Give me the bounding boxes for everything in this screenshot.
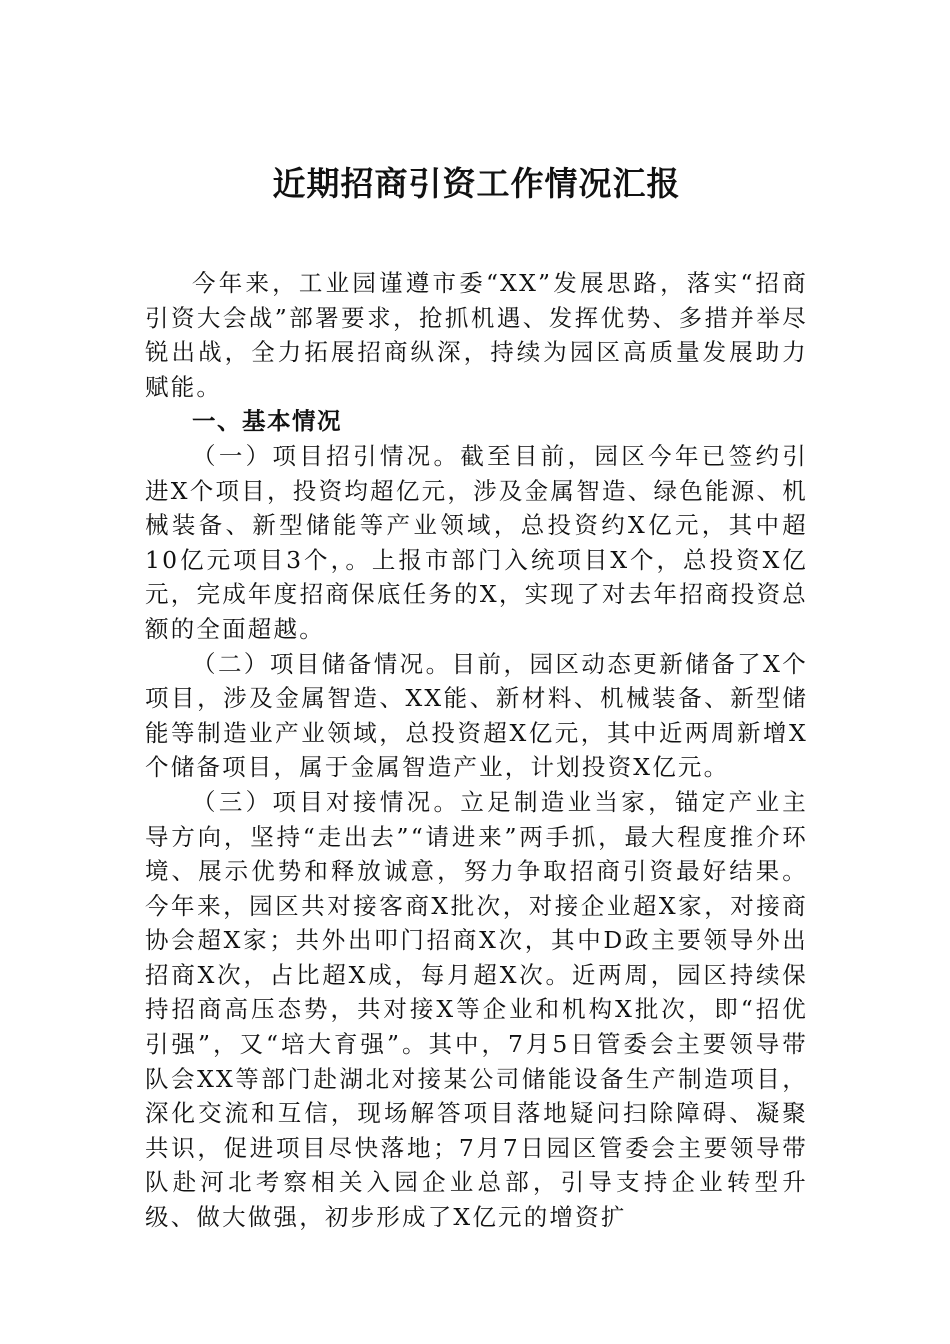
project-attraction-paragraph: （一）项目招引情况。截至目前，园区今年已签约引进X个项目，投资均超亿元，涉及金属智造、绿色能源、机械装备、新型储能等产业领域，总投资约X亿元，其中超10亿元项目3个，。上报市部门入统项目X个，总投资X亿元，完成年度招商保底任务的X，实现了对去年招商投资总额的全面超越。 <box>145 441 808 643</box>
section-heading-basic-situation: 一、基本情况 <box>192 407 342 436</box>
document-body <box>145 266 808 1235</box>
document-title: 近期招商引资工作情况汇报 <box>272 164 681 203</box>
project-reserve-paragraph: （二）项目储备情况。目前，园区动态更新储备了X个项目，涉及金属智造、XX能、新材料、机械装备、新型储能等制造业产业领域，总投资超X亿元，其中近两周新增X个储备项目，属于金属智造产业，计划投资X亿元。 <box>145 649 808 782</box>
intro-paragraph: 今年来，工业园谨遵市委“XX”发展思路，落实“招商引资大会战”部署要求，抢抓机遇、发挥优势、多措并举尽锐出战，全力拓展招商纵深，持续为园区高质量发展助力赋能。 <box>145 269 808 401</box>
project-docking-paragraph: （三）项目对接情况。立足制造业当家，锚定产业主导方向，坚持“走出去”“请进来”两手抓，最大程度推介环境、展示优势和释放诚意，努力争取招商引资最好结果。今年来，园区共对接客商X批次，对接企业超X家，对接商协会超X家；共外出叩门招商X次，其中D政主要领导外出招商X次，占比超X成，每月超X次。近两周，园区持续保持招商高压态势，共对接X等企业和机构X批次，即“招优引强”，又“培大育强”。其中，7月5日管委会主要领导带队会XX等部门赴湖北对接某公司储能设备生产制造项目，深化交流和互信，现场解答项目落地疑问扫除障碍、凝聚共识，促进项目尽快落地；7月7日园区管委会主要领导带队赴河北考察相关入园企业总部，引导支持企业转型升级、做大做强，初步形成了X亿元的增资扩 <box>145 787 808 1232</box>
